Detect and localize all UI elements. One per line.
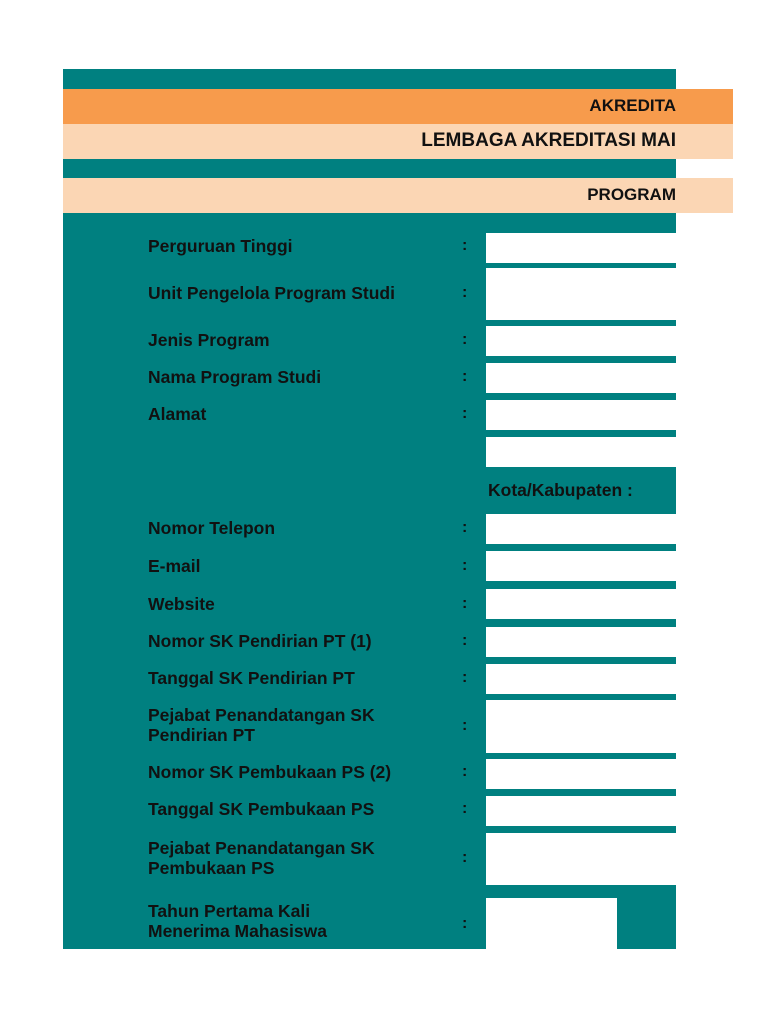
input-nomor-sk-pembukaan[interactable]: [486, 759, 676, 789]
field-colon: :: [462, 669, 468, 686]
program-band: [63, 178, 733, 213]
input-jenis-program[interactable]: [486, 326, 676, 356]
input-nomor-telepon[interactable]: [486, 514, 676, 544]
field-label-perguruan-tinggi: Perguruan Tinggi: [148, 236, 293, 256]
field-label-alamat: Alamat: [148, 404, 207, 424]
program-title: PROGRAM: [587, 185, 676, 204]
field-colon: :: [462, 237, 468, 254]
field-label-jenis-program: Jenis Program: [148, 330, 270, 350]
input-tanggal-sk-pendirian[interactable]: [486, 664, 676, 694]
field-colon: :: [462, 405, 468, 422]
input-alamat-line-1[interactable]: [486, 400, 676, 430]
institution-band: [63, 124, 733, 159]
field-colon: :: [462, 800, 468, 817]
input-pejabat-sk-pembukaan[interactable]: [486, 833, 676, 885]
field-colon: :: [462, 557, 468, 574]
field-label-email: E-mail: [148, 556, 201, 576]
field-colon: :: [462, 284, 468, 301]
field-label-tahun-pertama: Tahun Pertama Kali Menerima Mahasiswa: [148, 901, 327, 941]
field-colon: :: [462, 632, 468, 649]
field-label-nomor-sk-pendirian: Nomor SK Pendirian PT (1): [148, 631, 372, 651]
field-colon: :: [462, 849, 468, 866]
input-email[interactable]: [486, 551, 676, 581]
field-label-tanggal-sk-pembukaan: Tanggal SK Pembukaan PS: [148, 799, 375, 819]
input-tahun-pertama[interactable]: [486, 898, 617, 949]
field-colon: :: [462, 519, 468, 536]
input-nama-program-studi[interactable]: [486, 363, 676, 393]
input-unit-pengelola[interactable]: [486, 268, 676, 320]
field-colon: :: [462, 595, 468, 612]
field-label-website: Website: [148, 594, 215, 614]
institution-title: LEMBAGA AKREDITASI MAI: [421, 130, 676, 151]
field-colon: :: [462, 331, 468, 348]
field-label-pejabat-sk-pendirian: Pejabat Penandatangan SK Pendirian PT: [148, 705, 375, 745]
input-nomor-sk-pendirian[interactable]: [486, 627, 676, 657]
kota-kabupaten-label: Kota/Kabupaten :: [488, 480, 633, 500]
field-label-pejabat-sk-pembukaan: Pejabat Penandatangan SK Pembukaan PS: [148, 838, 375, 878]
input-perguruan-tinggi[interactable]: [486, 233, 676, 263]
field-colon: :: [462, 915, 468, 932]
field-colon: :: [462, 368, 468, 385]
title-band: [63, 89, 733, 124]
page-title: AKREDITA: [589, 96, 676, 115]
field-label-tanggal-sk-pendirian: Tanggal SK Pendirian PT: [148, 668, 355, 688]
field-label-nama-program-studi: Nama Program Studi: [148, 367, 322, 387]
field-label-unit-pengelola: Unit Pengelola Program Studi: [148, 283, 395, 303]
field-label-nomor-sk-pembukaan: Nomor SK Pembukaan PS (2): [148, 762, 392, 782]
field-colon: :: [462, 717, 468, 734]
field-label-nomor-telepon: Nomor Telepon: [148, 518, 276, 538]
field-colon: :: [462, 763, 468, 780]
input-website[interactable]: [486, 589, 676, 619]
input-pejabat-sk-pendirian[interactable]: [486, 700, 676, 753]
input-tanggal-sk-pembukaan[interactable]: [486, 796, 676, 826]
input-alamat-line-2[interactable]: [486, 437, 676, 467]
